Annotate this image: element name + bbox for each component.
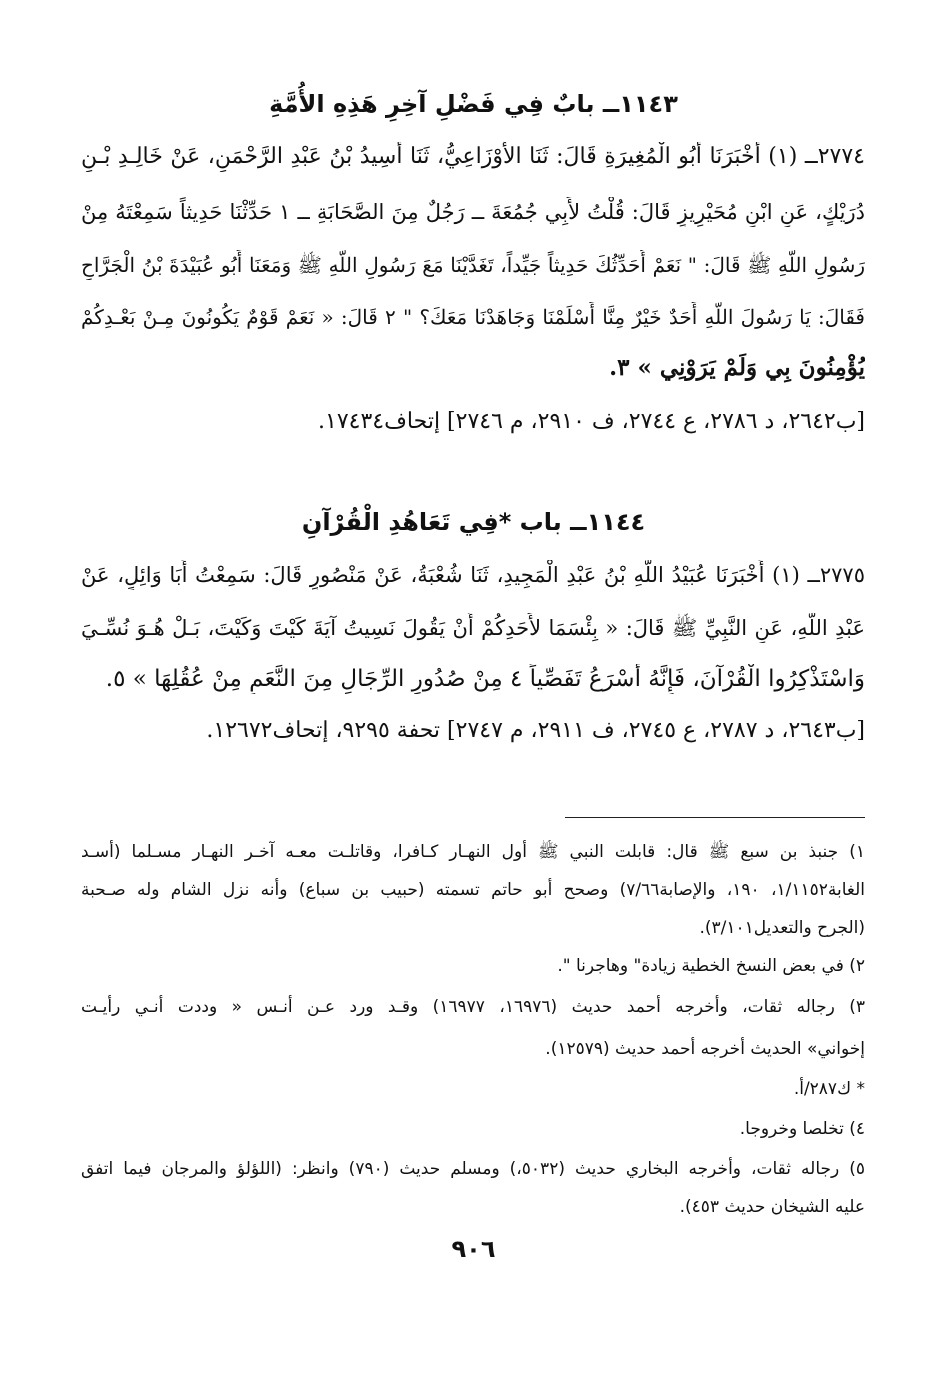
footnote-separator [565,817,865,818]
footnote-4: ٤) تخلصا وخروجا. [739,1119,865,1139]
hadith-2775-references: [ب٢٦٤٣، د ٢٧٨٧، ع ٢٧٤٥، ف ٢٩١١، م ٢٧٤٧] تحفة ٩٢٩٥، إتحاف١٢٦٧٢. [206,718,865,743]
chapter-heading-1144: ١١٤٤ــ باب *فِي تَعَاهُدِ الْقُرْآنِ [301,508,646,536]
footnote-2: ٢) في بعض النسخ الخطية زيادة" وهاجرنا ". [557,956,865,976]
footnote-manuscript-marker: * ك٢٨٧/أ. [793,1079,865,1099]
footnote-1-line-2: الغابة١/١١٥٢، ١٩٠، والإصابة٧/٦٦) وصحح أبو حاتم تسمته (حبيب بن سباع) وأنه نزل الشام وله صـحبة [81,880,865,900]
hadith-2774-line-3: رَسُولِ اللَّهِ ﷺ قَالَ: " نَعَمْ أُحَدِّثُكَ حَدِيثاً جَيِّداً، تَغَدَّيْنَا مَعَ رَسُولِ اللَّهِ ﷺ وَمَعَنَا أَبُو عُبَيْدَةَ بْنُ الْجَرَّاحِ [81,253,865,277]
footnote-5-line-2: عليه الشيخان حديث ٤٥٣). [679,1197,865,1217]
hadith-2775-line-2: عَبْدِ اللَّهِ، عَنِ النَّبِيِّ ﷺ قَالَ: « بِئْسَمَا لأَحَدِكُمْ أَنْ يَقُولَ نَسِيتُ آيَةَ كَيْتَ وَكَيْتَ، بَـلْ هُـوَ نُسِّـيَ [81,616,865,640]
footnote-1-line-3: (الجرح والتعديل٣/١٠١). [699,918,865,938]
hadith-2775-line-1: ٢٧٧٥ــ (١) أَخْبَرَنَا عُبَيْدُ اللَّهِ بْنُ عَبْدِ الْمَجِيدِ، ثَنَا شُعْبَةُ، عَنْ مَنْصُورٍ قَالَ: سَمِعْتُ أَبَا وَائِلٍ، عَنْ [81,563,865,587]
hadith-2774-references: [ب٢٦٤٢، د ٢٧٨٦، ع ٢٧٤٤، ف ٢٩١٠، م ٢٧٤٦] إتحاف١٧٤٣٤. [318,409,865,434]
hadith-2774-line-5: يُؤْمِنُونَ بِي وَلَمْ يَرَوْنِي » ٣. [609,354,865,381]
hadith-2774-line-2: دُرَيْكٍ، عَنِ ابْنِ مُحَيْرِيزٍ قَالَ: قُلْتُ لأَبِي جُمُعَةَ ــ رَجُلٌ مِنَ الصَّحَابَةِ ــ ١ حَدِّثْنَا حَدِيثاً سَمِعْتَهُ مِنْ [81,200,865,224]
chapter-heading-1143: ١١٤٣ــ بابٌ فِي فَضْلِ آخِرِ هَذِهِ الأُمَّةِ [269,90,678,118]
footnote-5-line-1: ٥) رجاله ثقات، وأخرجه البخاري حديث (٥٠٣٢،) ومسلم حديث (٧٩٠) وانظر: (اللؤلؤ والمرجان فيما اتفق [81,1159,865,1179]
footnote-3-line-2: إخواني» الحديث أخرجه أحمد حديث (١٢٥٧٩). [545,1039,865,1059]
page-number: ٩٠٦ [451,1235,496,1263]
hadith-2774-line-1: ٢٧٧٤ــ (١) أَخْبَرَنَا أَبُو الْمُغِيرَةِ قَالَ: ثَنَا الأَوْزَاعِيُّ، ثَنَا أَسِيدُ بْنُ عَبْدِ الرَّحْمَنِ، عَنْ خَالِـدِ بْـنِ [81,144,865,169]
hadith-2775-line-3: وَاسْتَذْكِرُوا الْقُرْآنَ، فَإِنَّهُ أَسْرَعُ تَفَصِّياً ٤ مِنْ صُدُورِ الرِّجَالِ مِنَ النَّعَمِ مِنْ عُقُلِهَا » ٥. [105,666,865,692]
footnote-1-line-1: ١) جنبذ بن سبع ﷺ قال: قابلت النبي ﷺ أول النهـار كـافرا، وقاتلـت معـه آخـر النهـار مسـلما (أسـد [81,842,865,862]
footnote-3-line-1: ٣) رجاله ثقات، وأخرجه أحمد حديث (١٦٩٧٦، ١٦٩٧٧) وقـد ورد عـن أنـس « وددت أنـي رأيـت [81,997,865,1017]
hadith-2774-line-4: فَقَالَ: يَا رَسُولَ اللَّهِ أَحَدٌ خَيْرٌ مِنَّا أَسْلَمْنَا وَجَاهَدْنَا مَعَكَ؟ " ٢ قَالَ: « نَعَمْ قَوْمٌ يَكُونُونَ مِـنْ بَعْـدِكُمْ [81,305,865,329]
